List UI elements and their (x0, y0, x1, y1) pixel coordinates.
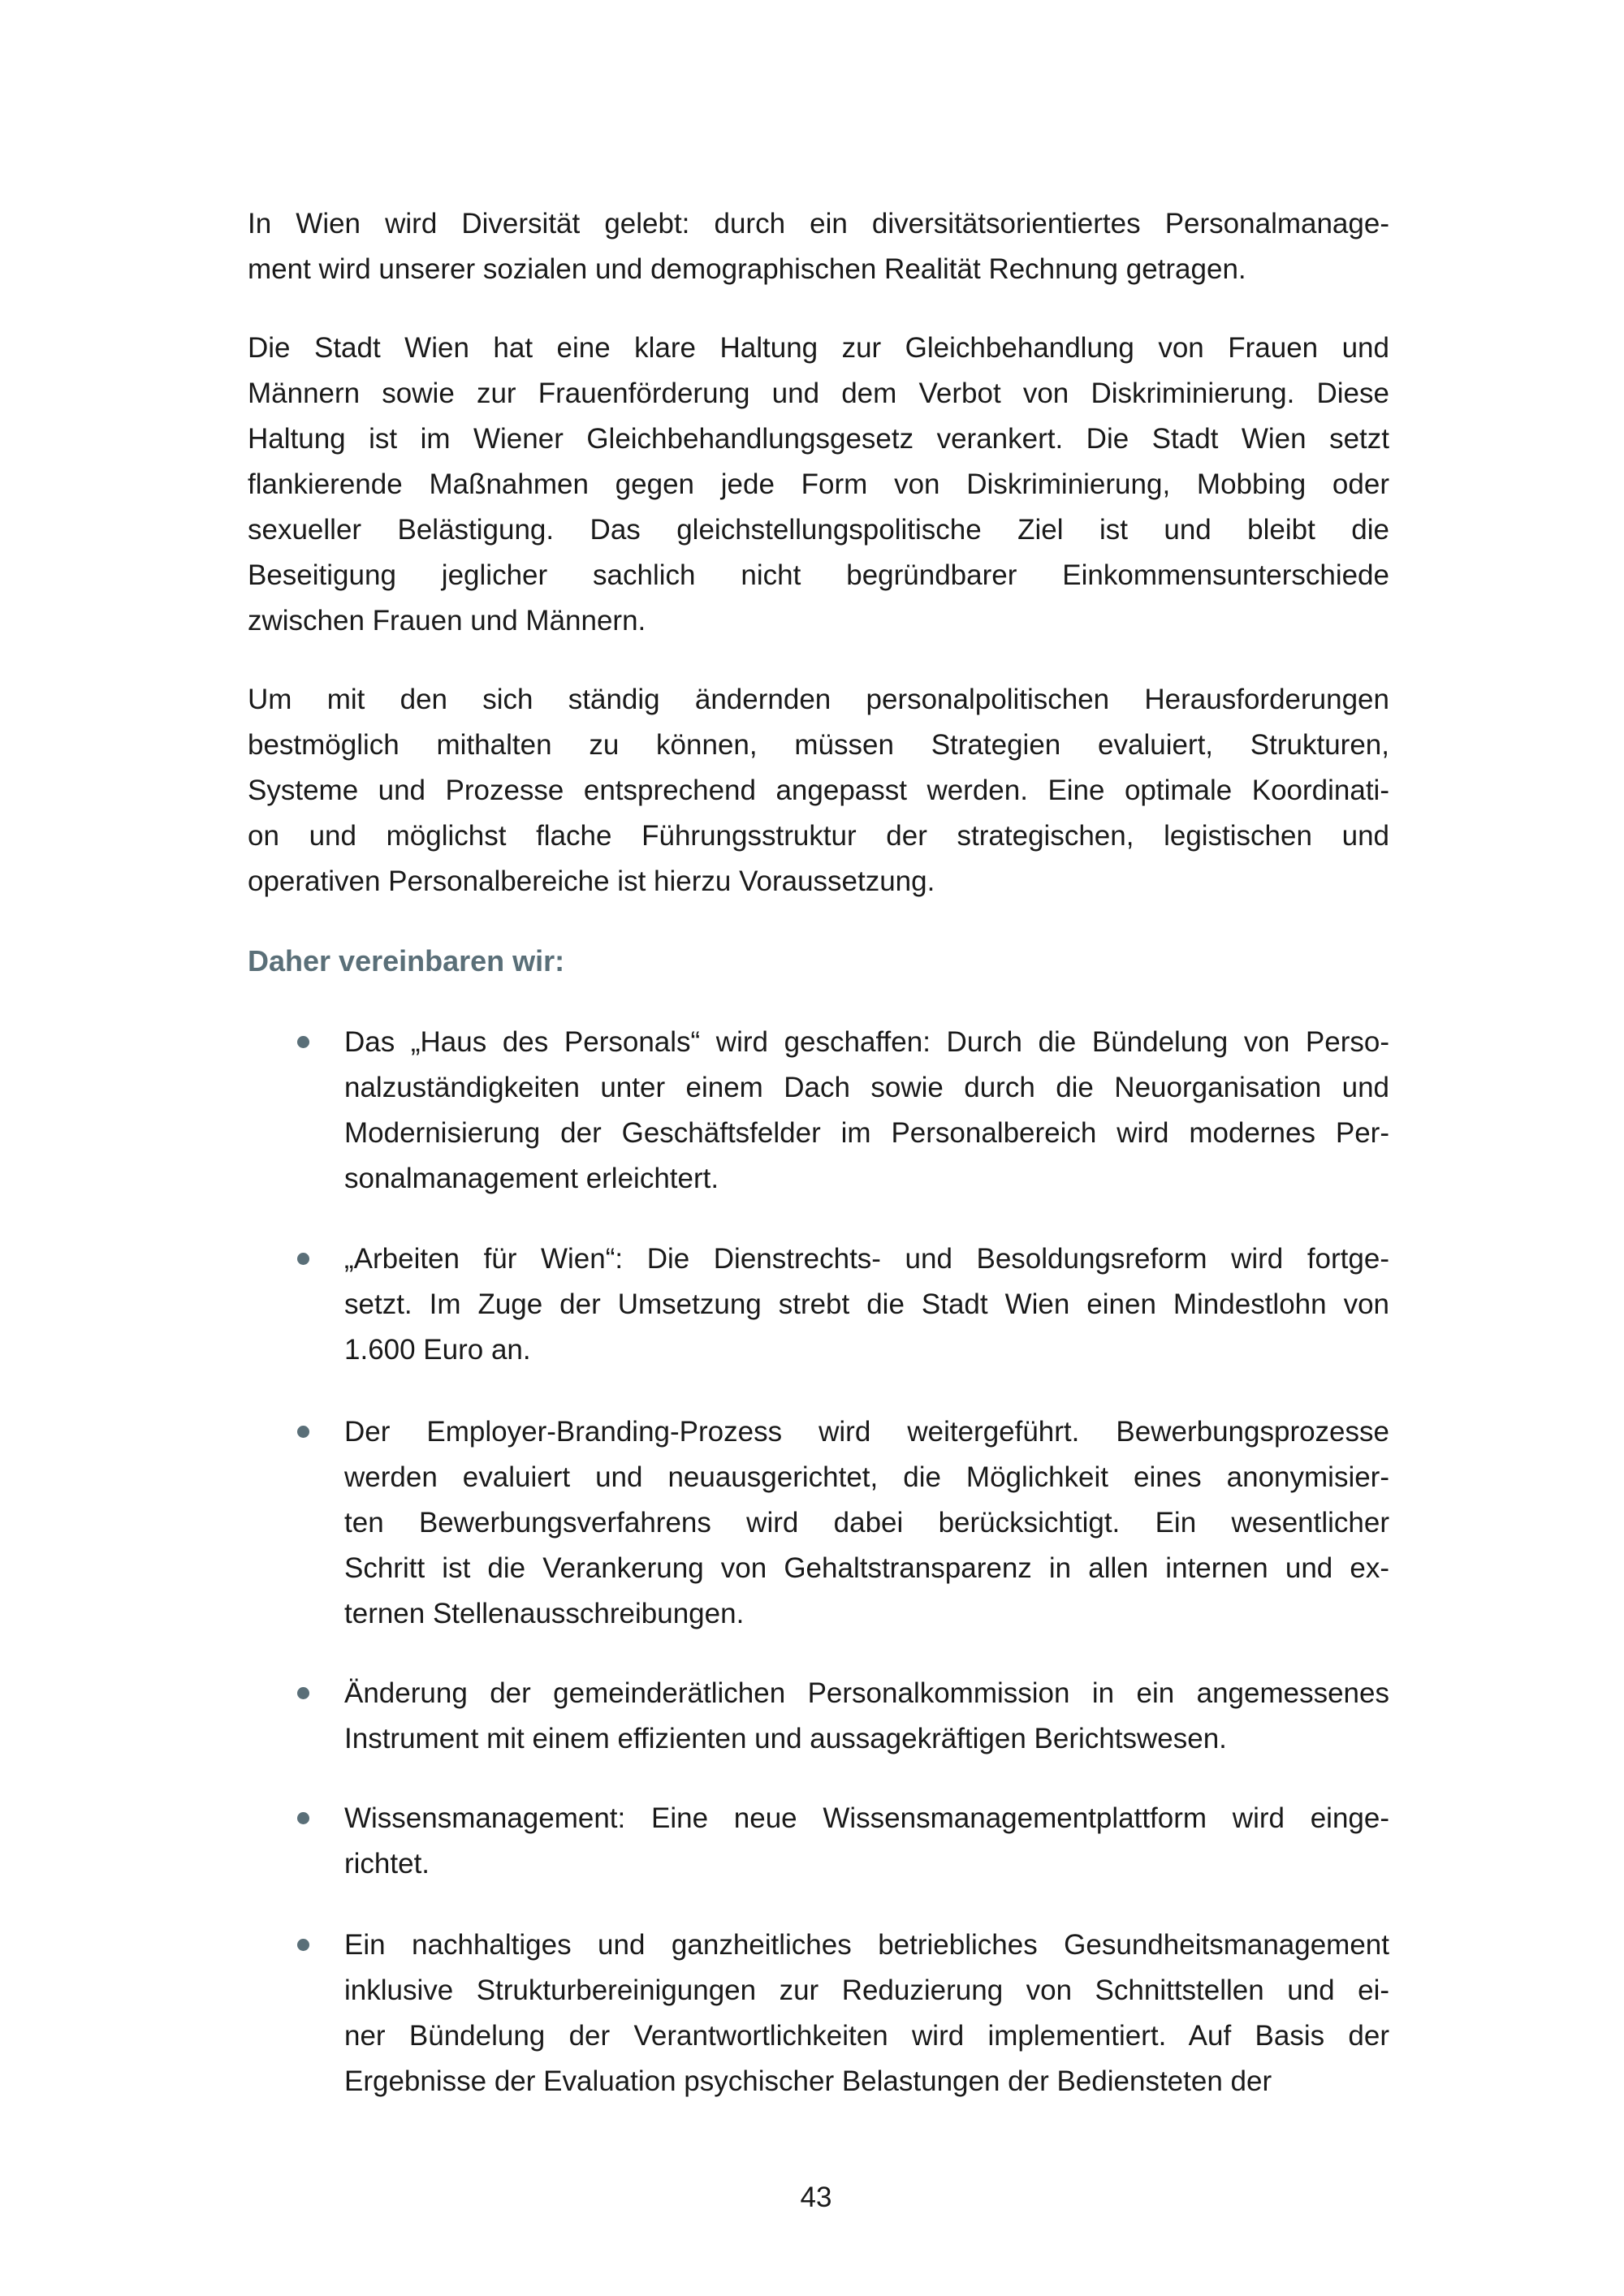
bullet-item (344, 1923, 1389, 2104)
text-line: Systeme und Prozesse entsprechend angepasst werden. Eine optimale Koordinati- (248, 775, 1389, 806)
text-line: Ein nachhaltiges und ganzheitliches betriebliches Gesundheitsmanagement (344, 1929, 1389, 1961)
bullet-item (344, 1020, 1389, 1202)
text-line: bestmöglich mithalten zu können, müssen Strategien evaluiert, Strukturen, (248, 729, 1389, 761)
bullet-icon (297, 1036, 309, 1048)
text-line: Änderung der gemeinderätlichen Personalkommission in ein angemessenes (344, 1677, 1389, 1709)
text-line: Haltung ist im Wiener Gleichbehandlungsgesetz verankert. Die Stadt Wien setzt (248, 423, 1389, 455)
text-line: nalzuständigkeiten unter einem Dach sowie durch die Neuorganisation und (344, 1072, 1389, 1103)
text-line: richtet. (344, 1848, 430, 1880)
text-line: Der Employer-Branding-Prozess wird weitergeführt. Bewerbungsprozesse (344, 1416, 1389, 1448)
bullet-item (344, 1671, 1389, 1762)
text-line: flankierende Maßnahmen gegen jede Form von Diskriminierung, Mobbing oder (248, 468, 1389, 500)
text-line: inklusive Strukturbereinigungen zur Reduzierung von Schnittstellen und ei- (344, 1974, 1389, 2006)
page-number: 43 (800, 2182, 832, 2213)
text-line: Instrument mit einem effizienten und aussagekräftigen Berichtswesen. (344, 1723, 1227, 1754)
text-line: Schritt ist die Verankerung von Gehaltstransparenz in allen internen und ex- (344, 1552, 1389, 1584)
text-line: ner Bündelung der Verantwortlichkeiten wird implementiert. Auf Basis der (344, 2020, 1389, 2052)
paragraph (248, 677, 1389, 904)
text-line: werden evaluiert und neuausgerichtet, die Möglichkeit eines anonymisier- (344, 1461, 1389, 1493)
bullet-icon (297, 1426, 309, 1438)
text-line: ten Bewerbungsverfahrens wird dabei berücksichtigt. Ein wesentlicher (344, 1507, 1389, 1539)
bullet-icon (297, 1253, 309, 1265)
bullet-icon (297, 1939, 309, 1951)
text-line: Modernisierung der Geschäftsfelder im Personalbereich wird modernes Per- (344, 1117, 1389, 1149)
text-line: setzt. Im Zuge der Umsetzung strebt die Stadt Wien einen Mindestlohn von (344, 1288, 1389, 1320)
text-line: Ergebnisse der Evaluation psychischer Belastungen der Bediensteten der (344, 2065, 1272, 2097)
text-line: sexueller Belästigung. Das gleichstellungspolitische Ziel ist und bleibt die (248, 514, 1389, 546)
paragraph (248, 326, 1389, 644)
text-line: In Wien wird Diversität gelebt: durch ein diversitätsorientiertes Personalmanage- (248, 208, 1389, 240)
text-line: ternen Stellenausschreibungen. (344, 1598, 745, 1629)
bullet-icon (297, 1687, 309, 1699)
bullet-item (344, 1236, 1389, 1373)
text-line: operativen Personalbereiche ist hierzu Voraussetzung. (248, 865, 935, 897)
text-line: Das „Haus des Personals“ wird geschaffen: Durch die Bündelung von Perso- (344, 1026, 1389, 1058)
bullet-item (344, 1796, 1389, 1887)
section-heading: Daher vereinbaren wir: (248, 944, 565, 978)
text-line: Beseitigung jeglicher sachlich nicht begründbarer Einkommensunterschiede (248, 559, 1389, 591)
text-line: Um mit den sich ständig ändernden personalpolitischen Herausforderungen (248, 684, 1389, 715)
text-line: sonalmanagement erleichtert. (344, 1163, 719, 1194)
bullet-item (344, 1409, 1389, 1637)
text-line: zwischen Frauen und Männern. (248, 605, 646, 637)
text-line: „Arbeiten für Wien“: Die Dienstrechts- und Besoldungsreform wird fortge- (344, 1243, 1389, 1275)
paragraph (248, 201, 1389, 292)
text-line: Wissensmanagement: Eine neue Wissensmanagementplattform wird einge- (344, 1802, 1389, 1834)
text-line: ment wird unserer sozialen und demographischen Realität Rechnung getragen. (248, 253, 1246, 285)
text-line: on und möglichst flache Führungsstruktur der strategischen, legistischen und (248, 820, 1389, 852)
text-line: Männern sowie zur Frauenförderung und dem Verbot von Diskriminierung. Diese (248, 378, 1389, 409)
text-line: Die Stadt Wien hat eine klare Haltung zur Gleichbehandlung von Frauen und (248, 332, 1389, 364)
bullet-icon (297, 1812, 309, 1824)
text-line: 1.600 Euro an. (344, 1334, 531, 1366)
